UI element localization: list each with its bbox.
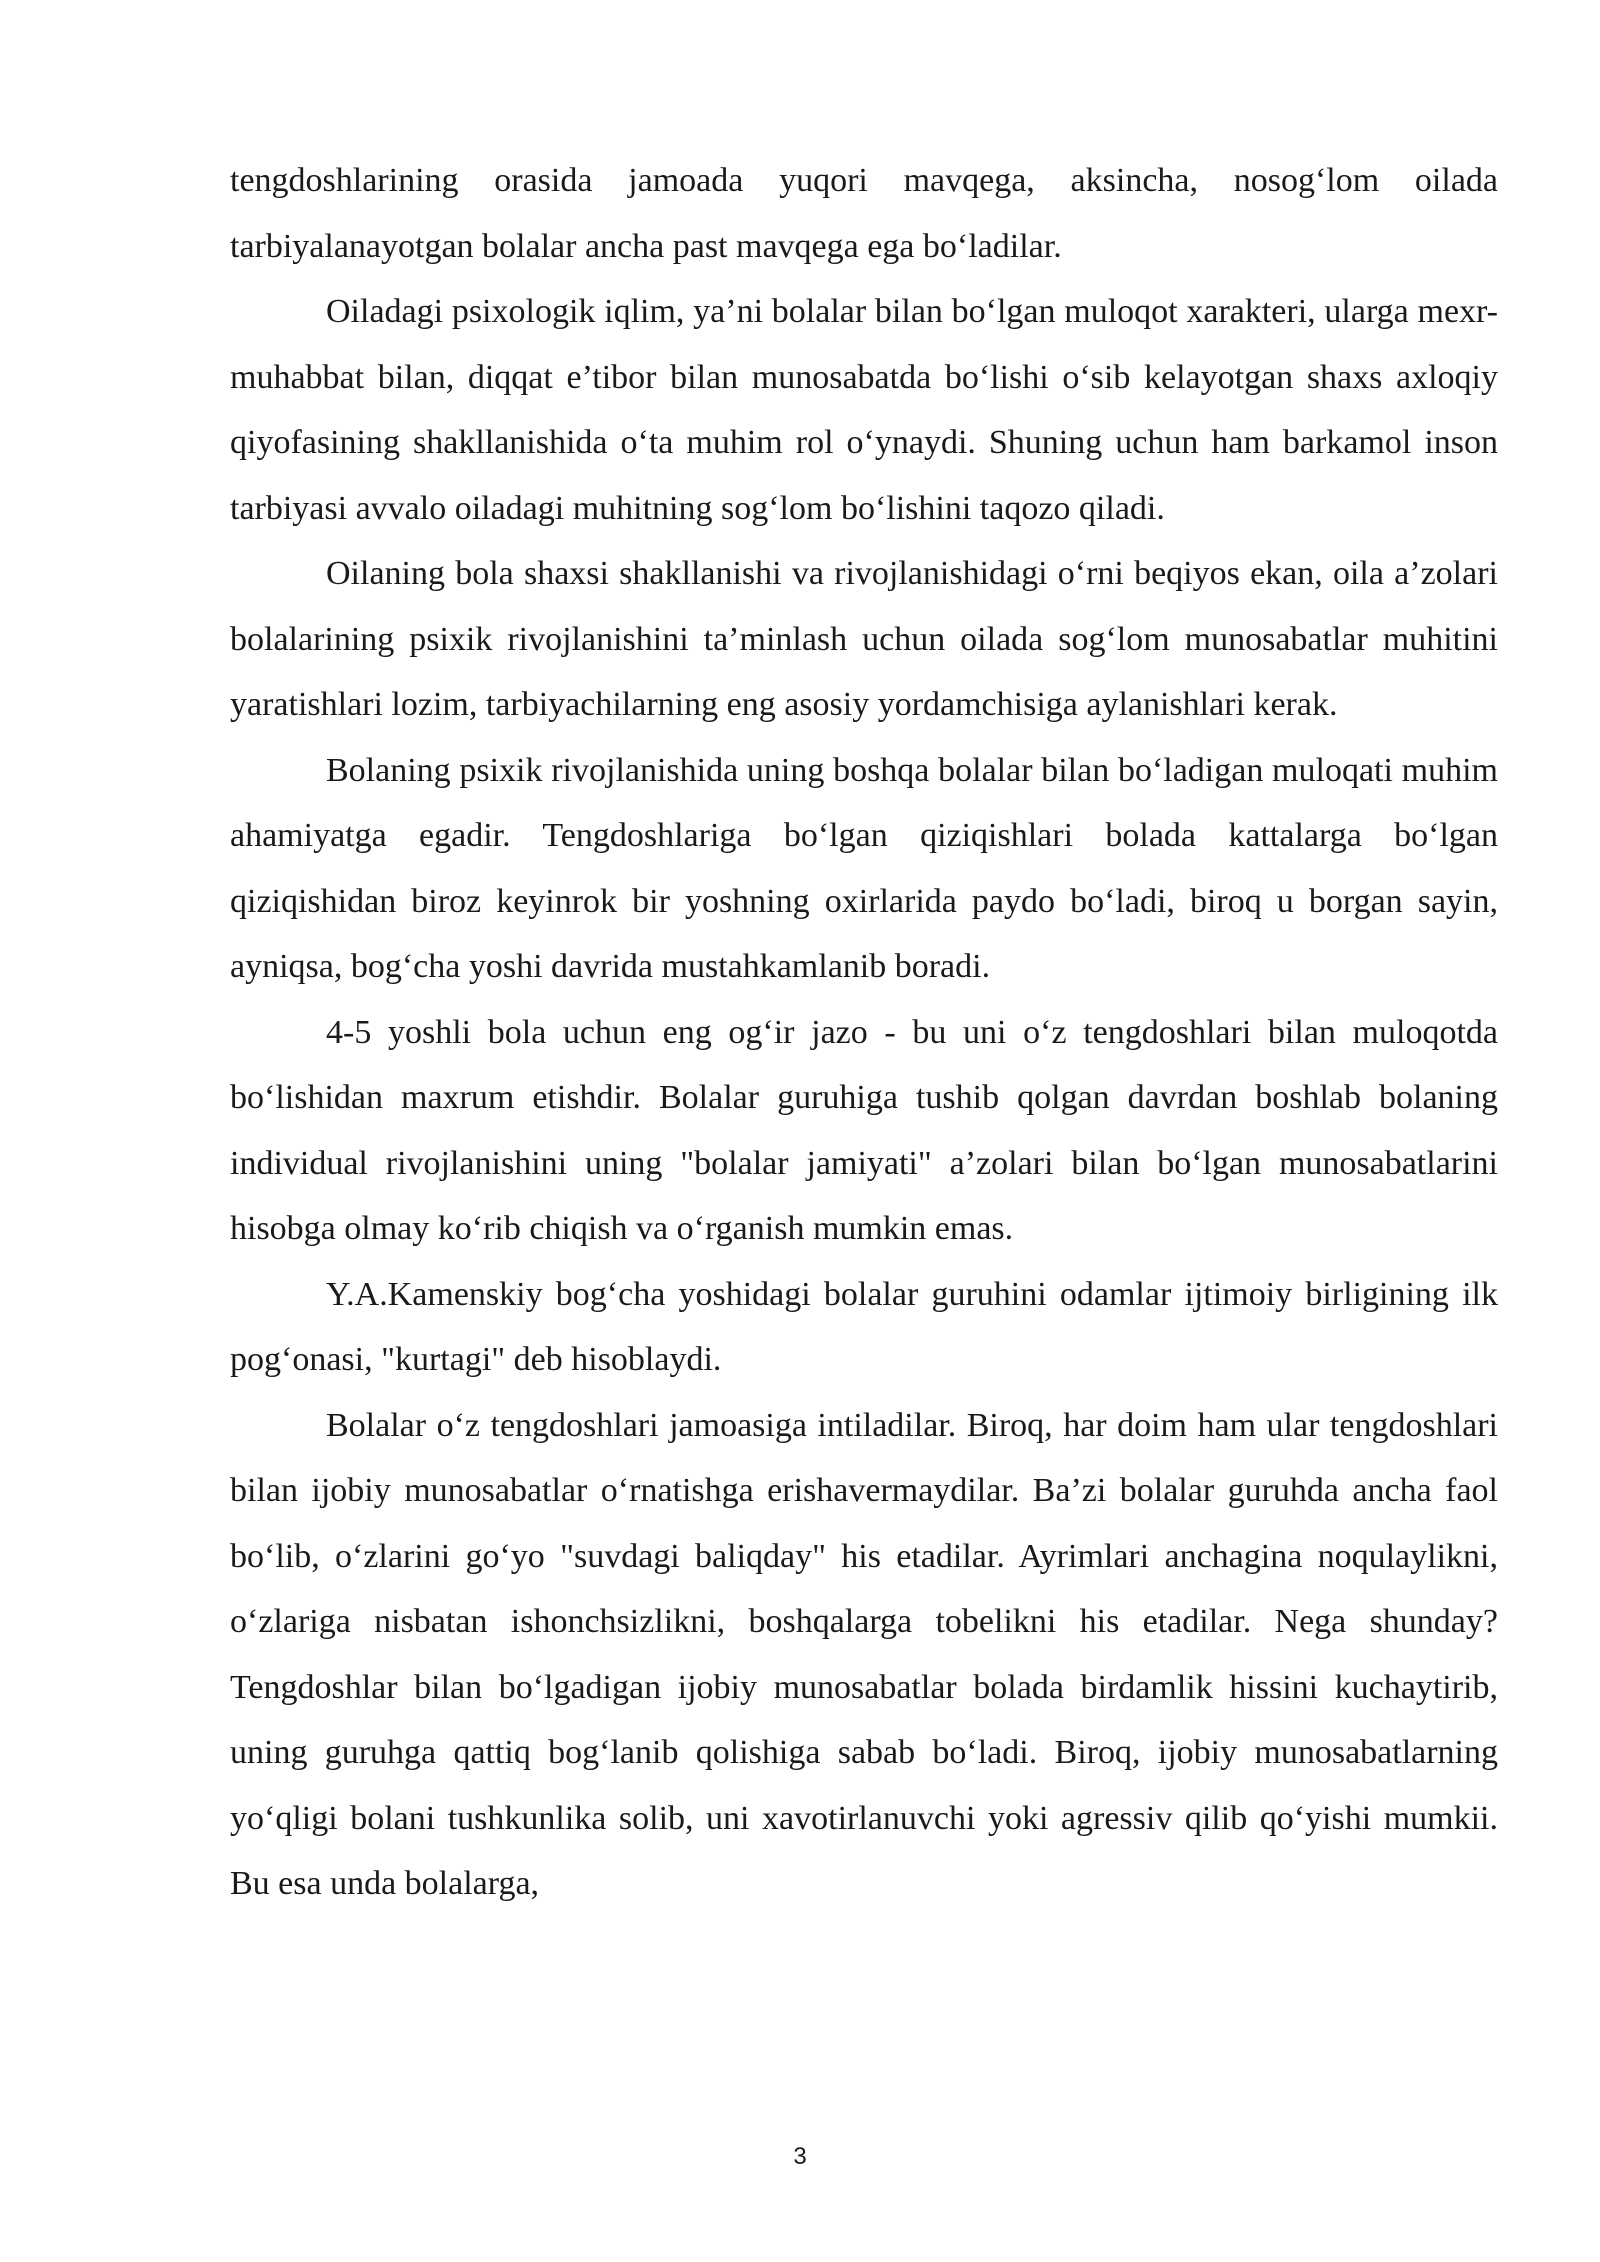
paragraph-1: tengdoshlarining orasida jamoada yuqori mavqega, aksincha, nosog‘lom oilada tarbiyalanayotgan bolalar ancha past mavqega ega bo‘ladilar. [230, 162, 1498, 265]
paragraph-5: 4-5 yoshli bola uchun eng og‘ir jazo - bu uni o‘z tengdoshlari bilan muloqotda bo‘lishidan maxrum etishdir. Bolalar guruhiga tushib qolgan davrdan boshlab bolaning individual rivojlanishini uning "bolalar jamiyati" a’zolari bilan bo‘lgan munosabatlarini hisobga olmay ko‘rib chiqish va o‘rganish mumkin emas. [230, 1013, 1498, 1247]
paragraph-4: Bolaning psixik rivojlanishida uning boshqa bolalar bilan bo‘ladigan muloqati muhim ahamiyatga egadir. Tengdoshlariga bo‘lgan qiziqishlari bolada kattalarga bo‘lgan qiziqishidan biroz keyinrok bir yoshning oxirlarida paydo bo‘ladi, biroq u borgan sayin, ayniqsa, bog‘cha yoshi davrida mustahkamlanib boradi. [230, 751, 1498, 985]
document-body [230, 148, 1498, 1917]
paragraph-6: Y.A.Kamenskiy bog‘cha yoshidagi bolalar guruhini odamlar ijtimoiy birligining ilk pog‘onasi, "kurtagi" deb hisoblaydi. [230, 1275, 1498, 1378]
paragraph-2: Oiladagi psixologik iqlim, ya’ni bolalar bilan bo‘lgan muloqot xarakteri, ularga mexr-muhabbat bilan, diqqat e’tibor bilan munosabatda bo‘lishi o‘sib kelayotgan shaxs axloqiy qiyofasining shakllanishida o‘ta muhim rol o‘ynaydi. Shuning uchun ham barkamol inson tarbiyasi avvalo oiladagi muhitning sog‘lom bo‘lishini taqozo qiladi. [230, 293, 1498, 527]
page-number: 3 [793, 2143, 807, 2170]
paragraph-7: Bolalar o‘z tengdoshlari jamoasiga intiladilar. Biroq, har doim ham ular tengdoshlari bilan ijobiy munosabatlar o‘rnatishga erishavermaydilar. Ba’zi bolalar guruhda ancha faol bo‘lib, o‘zlarini go‘yo "suvdagi baliqday" his etadilar. Ayrimlari anchagina noqulaylikni, o‘zlariga nisbatan ishonchsizlikni, boshqalarga tobelikni his etadilar. Nega shunday? Tengdoshlar bilan bo‘lgadigan ijobiy munosabatlar bolada birdamlik hissini kuchaytirib, uning guruhga qattiq bog‘lanib qolishiga sabab bo‘ladi. Biroq, ijobiy munosabatlarning yo‘qligi bolani tushkunlika solib, uni xavotirlanuvchi yoki agressiv qilib qo‘yishi mumkii. Bu esa unda bolalarga, [230, 1406, 1498, 1902]
paragraph-3: Oilaning bola shaxsi shakllanishi va rivojlanishidagi o‘rni beqiyos ekan, oila a’zolari bolalarining psixik rivojlanishini ta’minlash uchun oilada sog‘lom munosabatlar muhitini yaratishlari lozim, tarbiyachilarning eng asosiy yordamchisiga aylanishlari kerak. [230, 555, 1498, 723]
